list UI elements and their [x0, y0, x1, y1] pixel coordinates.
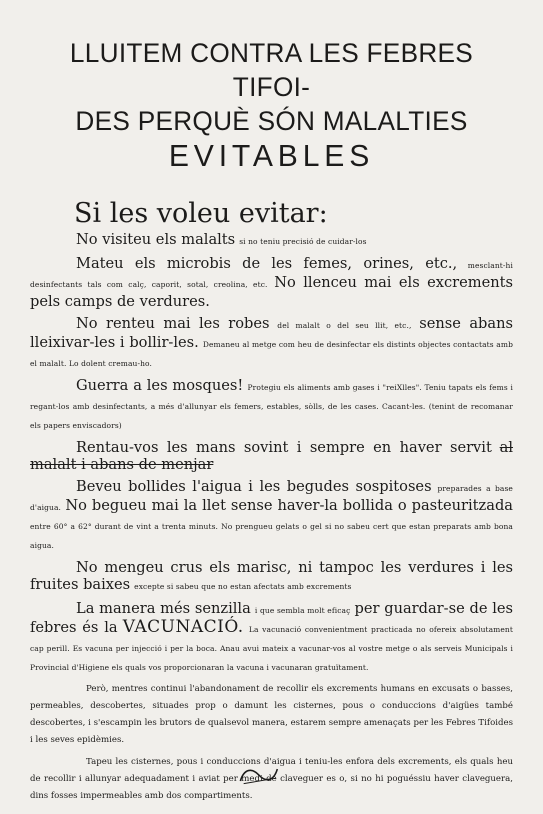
paragraph-flies [30, 377, 513, 434]
logo-mark-icon [236, 763, 282, 787]
text-small: La vacunació convenientment practicada no ofereix absolutament cap perill. Es vacuna per injecció i per la boca. Anau avui mateix a vacunar-vos al vostre metge o als serveis Municipals i Provincial d'Higiene els quals vos proporcionaran la vacuna i vacunaran gratuïtament. [30, 625, 513, 672]
text-small: excepte si sabeu que no estan afectats amb excrements [134, 582, 352, 591]
headline [37, 36, 506, 173]
body-text [30, 231, 513, 805]
text-small: preparades a base d'aigua. [30, 484, 513, 512]
paragraph-clothes [30, 315, 513, 372]
paragraph-abandonment: Però, mentres continui l'abandonament de recollir els excrements humans en excusats o basses, permeables, descobertes, situades prop o damunt les cisternes, pous o conduccions d'aigües també descobertes, i s'escampin les brutors de qualsevol manera, estarem sempre amenaçats per les Febres Tifoides i les seves epidèmies. [30, 684, 513, 745]
headline-line-1: LLUITEM CONTRA LES FEBRES TIFOI- [69, 38, 474, 102]
text-large: No begueu mai la llet sense haver-la bollida o pasteuritzada [65, 497, 513, 514]
headline-line-3: EVITABLES [168, 138, 375, 173]
text-large: No mengeu crus els marisc, ni tampoc les verdures i les fruites baixes [30, 559, 513, 593]
text-large: Mateu els microbis de les femes, orines, etc., [76, 255, 458, 272]
paragraph-hands [30, 439, 513, 473]
text-large: Rentau-vos les mans sovint i sempre en haver servit [76, 439, 492, 456]
text-large: Guerra a les mosques! [76, 377, 244, 394]
text-large: Beveu bollides l'aigua i les begudes sospitoses [76, 478, 432, 495]
text-large: per guardar-se de les febres és la [30, 600, 513, 636]
association-logo [236, 763, 282, 790]
paragraph-water [30, 478, 513, 554]
text-large: No llenceu mai els excrements pels camps de verdures. [30, 274, 513, 310]
text-large: sense abans lleixivar-les i bollir-les. [30, 315, 513, 351]
text-large: al malalt i abans de menjar [30, 439, 513, 473]
text-large: No visiteu els malalts [76, 231, 236, 248]
vaccination-word: VACUNACIÓ. [122, 617, 244, 637]
text-large: La manera més senzilla [76, 600, 251, 617]
text-large: No renteu mai les robes [76, 315, 270, 332]
text-small: i que sembla molt eficaç [254, 606, 351, 615]
subhead: Si les voleu evitar: [74, 198, 328, 229]
text-small: Protegiu els aliments amb gases i "reiXlles". Teniu tapats els fems i regant-los amb desinfectants, a més d'allunyar els femers, estables, sòlls, de les cases. Cacant-les. (tenint de recomanar els papers enviscadors) [30, 383, 513, 430]
paragraph-vaccination [30, 600, 513, 676]
paragraph-cisterns: Tapeu les cisternes, pous i conduccions d'aigua i teniu-les enfora dels excrements, els quals heu de recollir i allunyar adequadament i aviat per medi de claveguer es o, si no hi poguéssiu haver claveguera, dins fosses impermeables amb dos compartiments. [30, 757, 513, 801]
headline-line-2: DES PERQUÈ SÓN MALALTIES [75, 106, 468, 136]
text-small: Demaneu al metge com heu de desinfectar els distints objectes contactats amb el malalt. Lo dolent cremau-ho. [30, 340, 513, 368]
text-small: mesclant-hi desinfectants tals com calç, caporit, sotal, creolina, etc. [30, 261, 513, 289]
text-small: entre 60° a 62° durant de vint a trenta minuts. No prengueu gelats o gel si no sabeu cert que estan preparats amb bona aigua. [30, 522, 513, 550]
text-small: del malalt o del seu llit, etc., [277, 321, 412, 330]
paragraph-visits [30, 231, 513, 250]
text-small: si no teniu precisió de cuidar-los [239, 237, 367, 246]
paragraph-seafood [30, 559, 513, 595]
paragraph-microbes [30, 255, 513, 310]
